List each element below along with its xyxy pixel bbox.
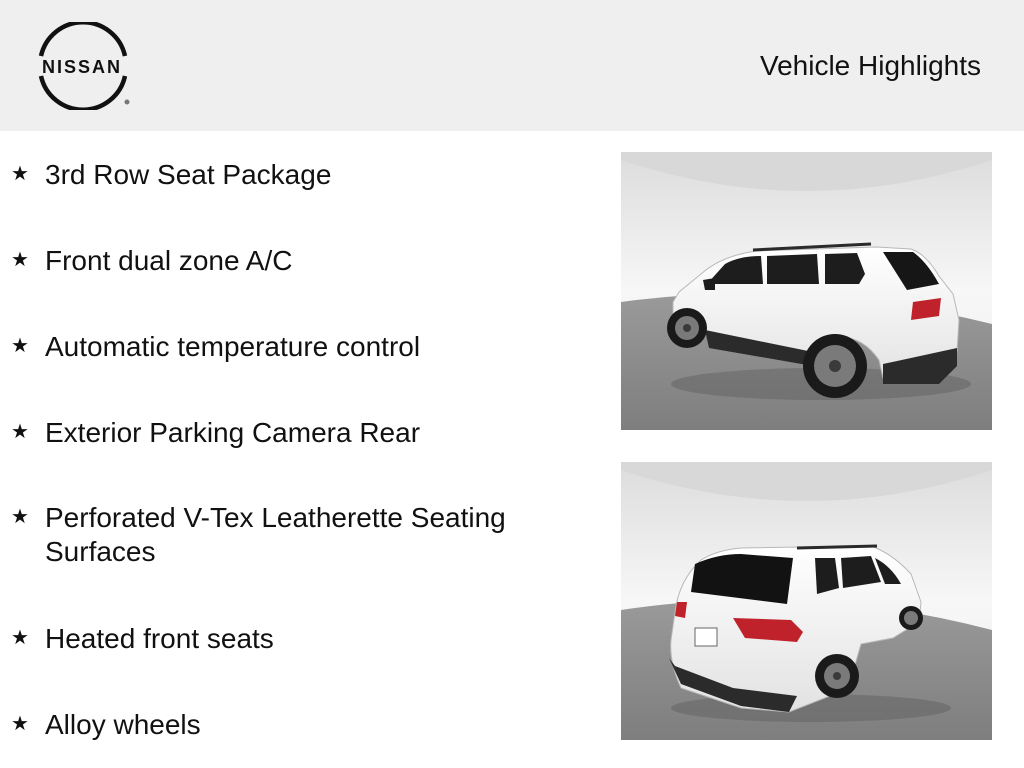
feature-label: Heated front seats	[45, 623, 274, 654]
feature-label: Exterior Parking Camera Rear	[45, 417, 421, 448]
star-icon: ★	[11, 625, 29, 649]
feature-label: Front dual zone A/C	[45, 245, 293, 276]
feature-label: Perforated V-Tex Leatherette Seating Surfaces	[45, 502, 506, 567]
nissan-logo	[29, 22, 137, 110]
star-icon: ★	[11, 504, 29, 528]
star-icon: ★	[11, 247, 29, 271]
nissan-logo-mark	[29, 22, 137, 110]
feature-label: Automatic temperature control	[45, 331, 421, 362]
star-icon: ★	[11, 419, 29, 443]
brand-wordmark: NISSAN	[41, 57, 123, 77]
star-icon: ★	[11, 333, 29, 357]
page-title: Vehicle Highlights	[759, 50, 981, 81]
vehicle-photo-rear-right	[621, 462, 992, 740]
star-icon: ★	[11, 161, 29, 185]
feature-label: Alloy wheels	[45, 709, 201, 740]
vehicle-photo-rear-left	[621, 152, 992, 430]
header-bar	[0, 0, 1024, 131]
star-icon: ★	[11, 711, 29, 735]
feature-label: 3rd Row Seat Package	[45, 159, 332, 190]
